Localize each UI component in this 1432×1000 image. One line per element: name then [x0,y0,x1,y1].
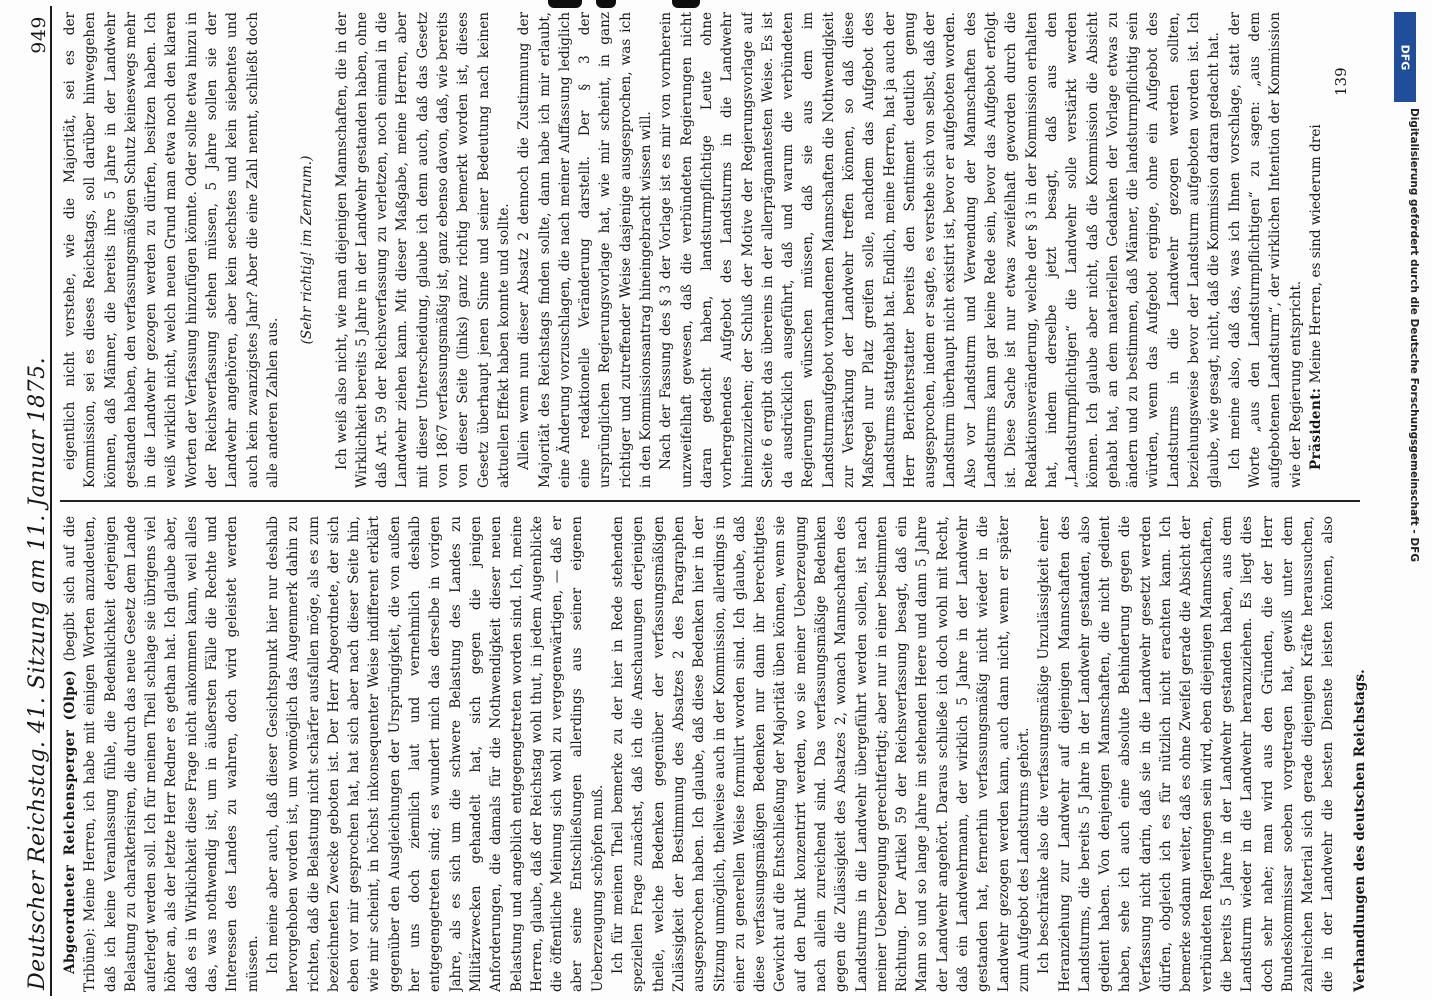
sheet-number: 139 [1332,67,1350,96]
paragraph-text: Ich meine aber auch, daß dieser Gesichtspunkt hier nur deshalb hervorgehoben worden ist, um womöglich das Augenmerk dahin zu richten, daß die Belastung nicht schärfer ausfallen möge, als es zum bezeichneten Zwecke geboten ist. Der Herr Abgeordnete, der sich eben vor mir gesprochen hat, hat sich aber nach dieser Seite hin, wie mir scheint, in höchst inkonsequenter Weise indifferent erklärt gegenüber den Ausgleichungen der Ursprüngigkeit, die von außen her uns doch ziemlich laut und vernehmlich deshalb entgegengetreten sind; es wundert mich das derselbe in vorigen Jahre, als es sich um die schwere Belastung des Landes zu Militärzwecken gehandelt hat, sich gegen die jenigen Anforderungen, die damals für die Nothwendigkeit dieser neuen Belastung und angeblich entgegengetreten worden sind. Ich, meine Herren, glaube, daß der Reichstag wohl thut, in jedem Augenblicke die öffentliche Meinung sich wohl zu vergegenwärtigen, — daß er aber seine Entschließungen allerdings aus seiner eigenen Ueberzeugung schöpfen muß. [264,516,606,992]
speaker-name: Abgeordneter Reichensperger (Olpe) [62,669,78,974]
column-divider [60,500,1360,502]
paragraph-text: Meine Herren, es sind wiederum drei [1307,124,1324,384]
paragraph-text: (Sehr richtig! im Zentrum.) [299,155,316,345]
dfg-logo [1394,12,1416,102]
paragraph [1306,12,1326,488]
paragraph-text: Nach der Fassung des § 3 der Vorlage ist es mir von vornherein unzweifelhaft gewesen, daß die verbündeten Regierungen nicht daran gedacht haben, landsturmpflichtige Leute ohne vorhergehendes Aufgebot des Landsturms in die Landwehr hineinzuziehen; der Schluß der Motive der Regierungsvorlage auf Seite 6 ergibt das übereins in der allerprägnantesten Weise. Es ist da ausdrücklich ausgeführt, daß und warum die verbündeten Regierungen wünschen müssen, daß sie aus dem im Landsturmaufgebot vorhandenen Mannschaften die Nothwendigkeit zur Verstärkung der Landwehr treffen können, so daß diese Maßregel nur Platz greifen solle, nachdem das Aufgebot des Landsturms stattgehabt hat. Endlich, meine Herren, hat ja auch der Herr Berichterstatter bereits den Sentiment deutlich genug ausgesprochen, indem er sagte, es verstehe sich von selbst, daß der Landsturm überhaupt nicht existirt ist, bevor er aufgeboten worden. Also vor Landsturm und Verwendung der Mannschaften des Landsturms kann gar keine Rede sein, bevor das Aufgebot erfolgt ist. Diese Sache ist nur etwas zweifelhaft geworden durch die Redaktionsveränderung, welche der § 3 in der Kommission erhalten hat, indem derselbe jetzt besagt, daß aus den „Landsturmpflichtigen“ die Landwehr solle verstärkt werden können. Ich glaube aber nicht, daß die Kommission die Absicht gehabt hat, an dem materiellen Gedanken der Vorlage etwas zu ändern und zu bestimmen, daß Männer, die landsturmpflichtig sein würden, wenn das Aufgebot erginge, ohne ein Aufgebot des Landsturms in die Landwehr gezogen werden sollten, beziehungsweise bevor der Landsturm aufgeboten worden ist. Ich glaube, wie gesagt, nicht, daß die Kommission daran gedacht hat. [658,12,1223,488]
left-column [60,516,1340,992]
paragraph [60,12,283,488]
running-header [12,6,52,996]
credit-text: Digitalisierung gefördert durch die Deutsche Forschungsgemeinschaft - DFG [1408,108,1420,562]
dfg-logo-text: DFG [1398,44,1412,70]
digitization-credit [1386,12,1426,992]
paragraph [1225,12,1306,488]
rotated-text-page [12,6,1412,996]
paragraph-text: (begibt sich auf die Tribüne): Meine Herren, ich habe mit einigen Worten anzudeuten, daß ich keine Veranlassung fühle, die Bedenklichkeit derjenigen Belastung zu charakterisiren, die durch das neue Gesetz dem Lande auferlegt werden soll. Ich für meinen Theil schlage sie übrigens viel höher an, als der letzte Herr Redner es gethan hat. Ich glaube aber, daß es in Wirklichkeit diese Frage nicht ankommen kann, weil alles das, was nothwendig ist, um in äußersten Fälle die Rechte und Interessen des Landes zu wahren, doch wird geleistet werden müssen. [62,516,261,992]
footer-signature: Verhandlungen des deutschen Reichstags. [1352,669,1368,992]
paragraph [332,12,515,488]
paragraph-text: Ich für meinen Theil bemerke zu der hier in Rede stehenden speziellen Frage zunächst, daß ich die Anschauungen derjenigen theile, welche Bedenken gegenüber der verfassungsmäßigen Zulässigkeit der Bestimmung des Absatzes 2 des Paragraphen ausgesprochen haben. Ich glaube, daß diese Bedenken hier in der Sitzung unmöglich, theilweise auch in der Kommission, allerdings in einer zu generellen Weise formulirt worden sind. Ich glaube, daß diese verfassungsmäßigen Bedenken nur dann ihr berechtigtes Gewicht auf die Entschließung der Majorität üben können, wenn sie auf den Punkt konzentrirt werden, wo sie meiner Ueberzeugung nach allein zureichend sind. Das verfassungsmäßige Bedenken gegen die Zulässigkeit des Absatzes 2, wonach Mannschaften des Landsturms in die Landwehr übergeführt werden sollen, ist nach meiner Ueberzeugung gerechtfertigt; aber nur in einer bestimmten Richtung. Der Artikel 59 der Reichsverfassung besagt, daß ein Mann so und so lange Jahre im stehenden Heere und dann 5 Jahre der Landwehr angehört. Daraus schließe ich doch wohl mit Recht, daß ein Landwehrmann, der wirklich 5 Jahre in der Landwehr gestanden hat, fernerhin verfassungsmäßig nicht wieder in die Landwehr gezogen werden kann, auch dann nicht, wenn er später zum Aufgebot des Landsturms gehört. [610,516,1032,992]
paragraph-text: Ich beschränke also die verfassungsmäßige Unzulässigkeit einer Heranziehung zur Landwehr auf diejenigen Mannschaften des Landsturms, die bereits 5 Jahre in der Landwehr gestanden, also gedient haben. Von denjenigen Mannschaften, die nicht gedient haben, sehe ich auch eine absolute Behinderung gegen die Verfassung nicht darin, daß sie in die Landwehr gesetzt werden dürfen, obgleich ich es für nützlich nicht erachten kann. Ich bemerke sodann weiter, daß es ohne Zweifel gerade die Absicht der verbündeten Regierungen sein wird, eben diejenigen Mannschaften, die bereits 5 Jahre in der Landwehr gestanden haben, aus dem Landsturm wieder in die Landwehr heranzuziehen. Es liegt dies doch sehr nahe; man wird aus den Gründen, die der Herr Bundeskommissar soeben vorgetragen hat, gewiß unter dem zahlreichen Material sich gerade diejenigen Kräfte heraussuchen, die in der Landwehr die besten Dienste leisten können, also [1036,516,1337,992]
page-number: 949 [28,16,50,54]
paragraph [60,516,263,992]
paragraph [514,12,656,488]
paragraph [656,12,1224,488]
right-column [60,12,1340,488]
paragraph-text: Ich meine also, daß das, was ich Ihnen vorschlage, statt der Worte „aus den Landsturmpflichtigen“ zu sagen: „aus dem aufgebotenen Landsturm“, der wirklichen Intention der Kommission wie der Regierung entspricht. [1226,12,1304,488]
paragraph-text: eigentlich nicht verstehe, wie die Majorität, sei es der Kommission, sei es dieses Reichstags, soll darüber hinweggehen können, daß Männer, die bereits ihre 5 Jahre in der Landwehr gestanden haben, den verfassungsmäßigen Schutz keineswegs mehr in die Landwehr gezogen werden zu dürfen, besitzen haben. Ich weiß wirklich nicht, welch neuen Grund man etwa noch den klaren Worten der Verfassung hinzufügen könnte. Oder sollte etwa hinzu in der Reichsverfassung stehen müssen, 5 Jahre sollen sie der Landwehr angehören, aber kein sechstes und kein siebentes und auch kein zwanzigstes Jahr? Aber die eine Zahl nennt, schließt doch alle anderen Zahlen aus. [62,12,281,488]
paragraph-text: Allein wenn nun dieser Absatz 2 dennoch die Zustimmung der Majorität des Reichstags finden sollte, dann habe ich mir erlaubt, eine Änderung vorzuschlagen, die nach meiner Auffassung lediglich eine redaktionelle Veränderung darstellt. Der § 3 der ursprünglichen Regierungsvorlage hat, wie mir scheint, in ganz richtiger und zutreffender Weise dasjenige ausgesprochen, was ich in den Kommissionsantrag hineingebracht wissen will. [516,12,655,488]
speaker-name: Präsident: [1307,387,1324,470]
paragraph [1034,516,1340,992]
running-head: Deutscher Reichstag. 41. Sitzung am 11. Januar 1875. [25,356,50,990]
paragraph [297,12,317,488]
paragraph-text: Ich weiß also nicht, wie man diejenigen Mannschaften, die in der Wirklichkeit bereits 5 Jahre in der Landwehr gestanden haben, ohne daß Art. 59 der Reichsverfassung zu verletzen, noch einmal in die Landwehr ziehen kann. Mit dieser Maßgabe, meine Herren, aber mit dieser Unterscheidung, glaube ich denn auch, daß das Gesetz von 1867 verfassungsmäßig ist, ganz ebenso davon, daß, wie bereits von dieser Seite (links) ganz richtig bemerkt worden ist, dieses Gesetz überhaupt jenen Sinne und seiner Bedeutung nach keinen aktuellen Effekt haben konnte und sollte. [333,12,512,488]
paragraph [263,516,608,992]
paragraph [608,516,1034,992]
